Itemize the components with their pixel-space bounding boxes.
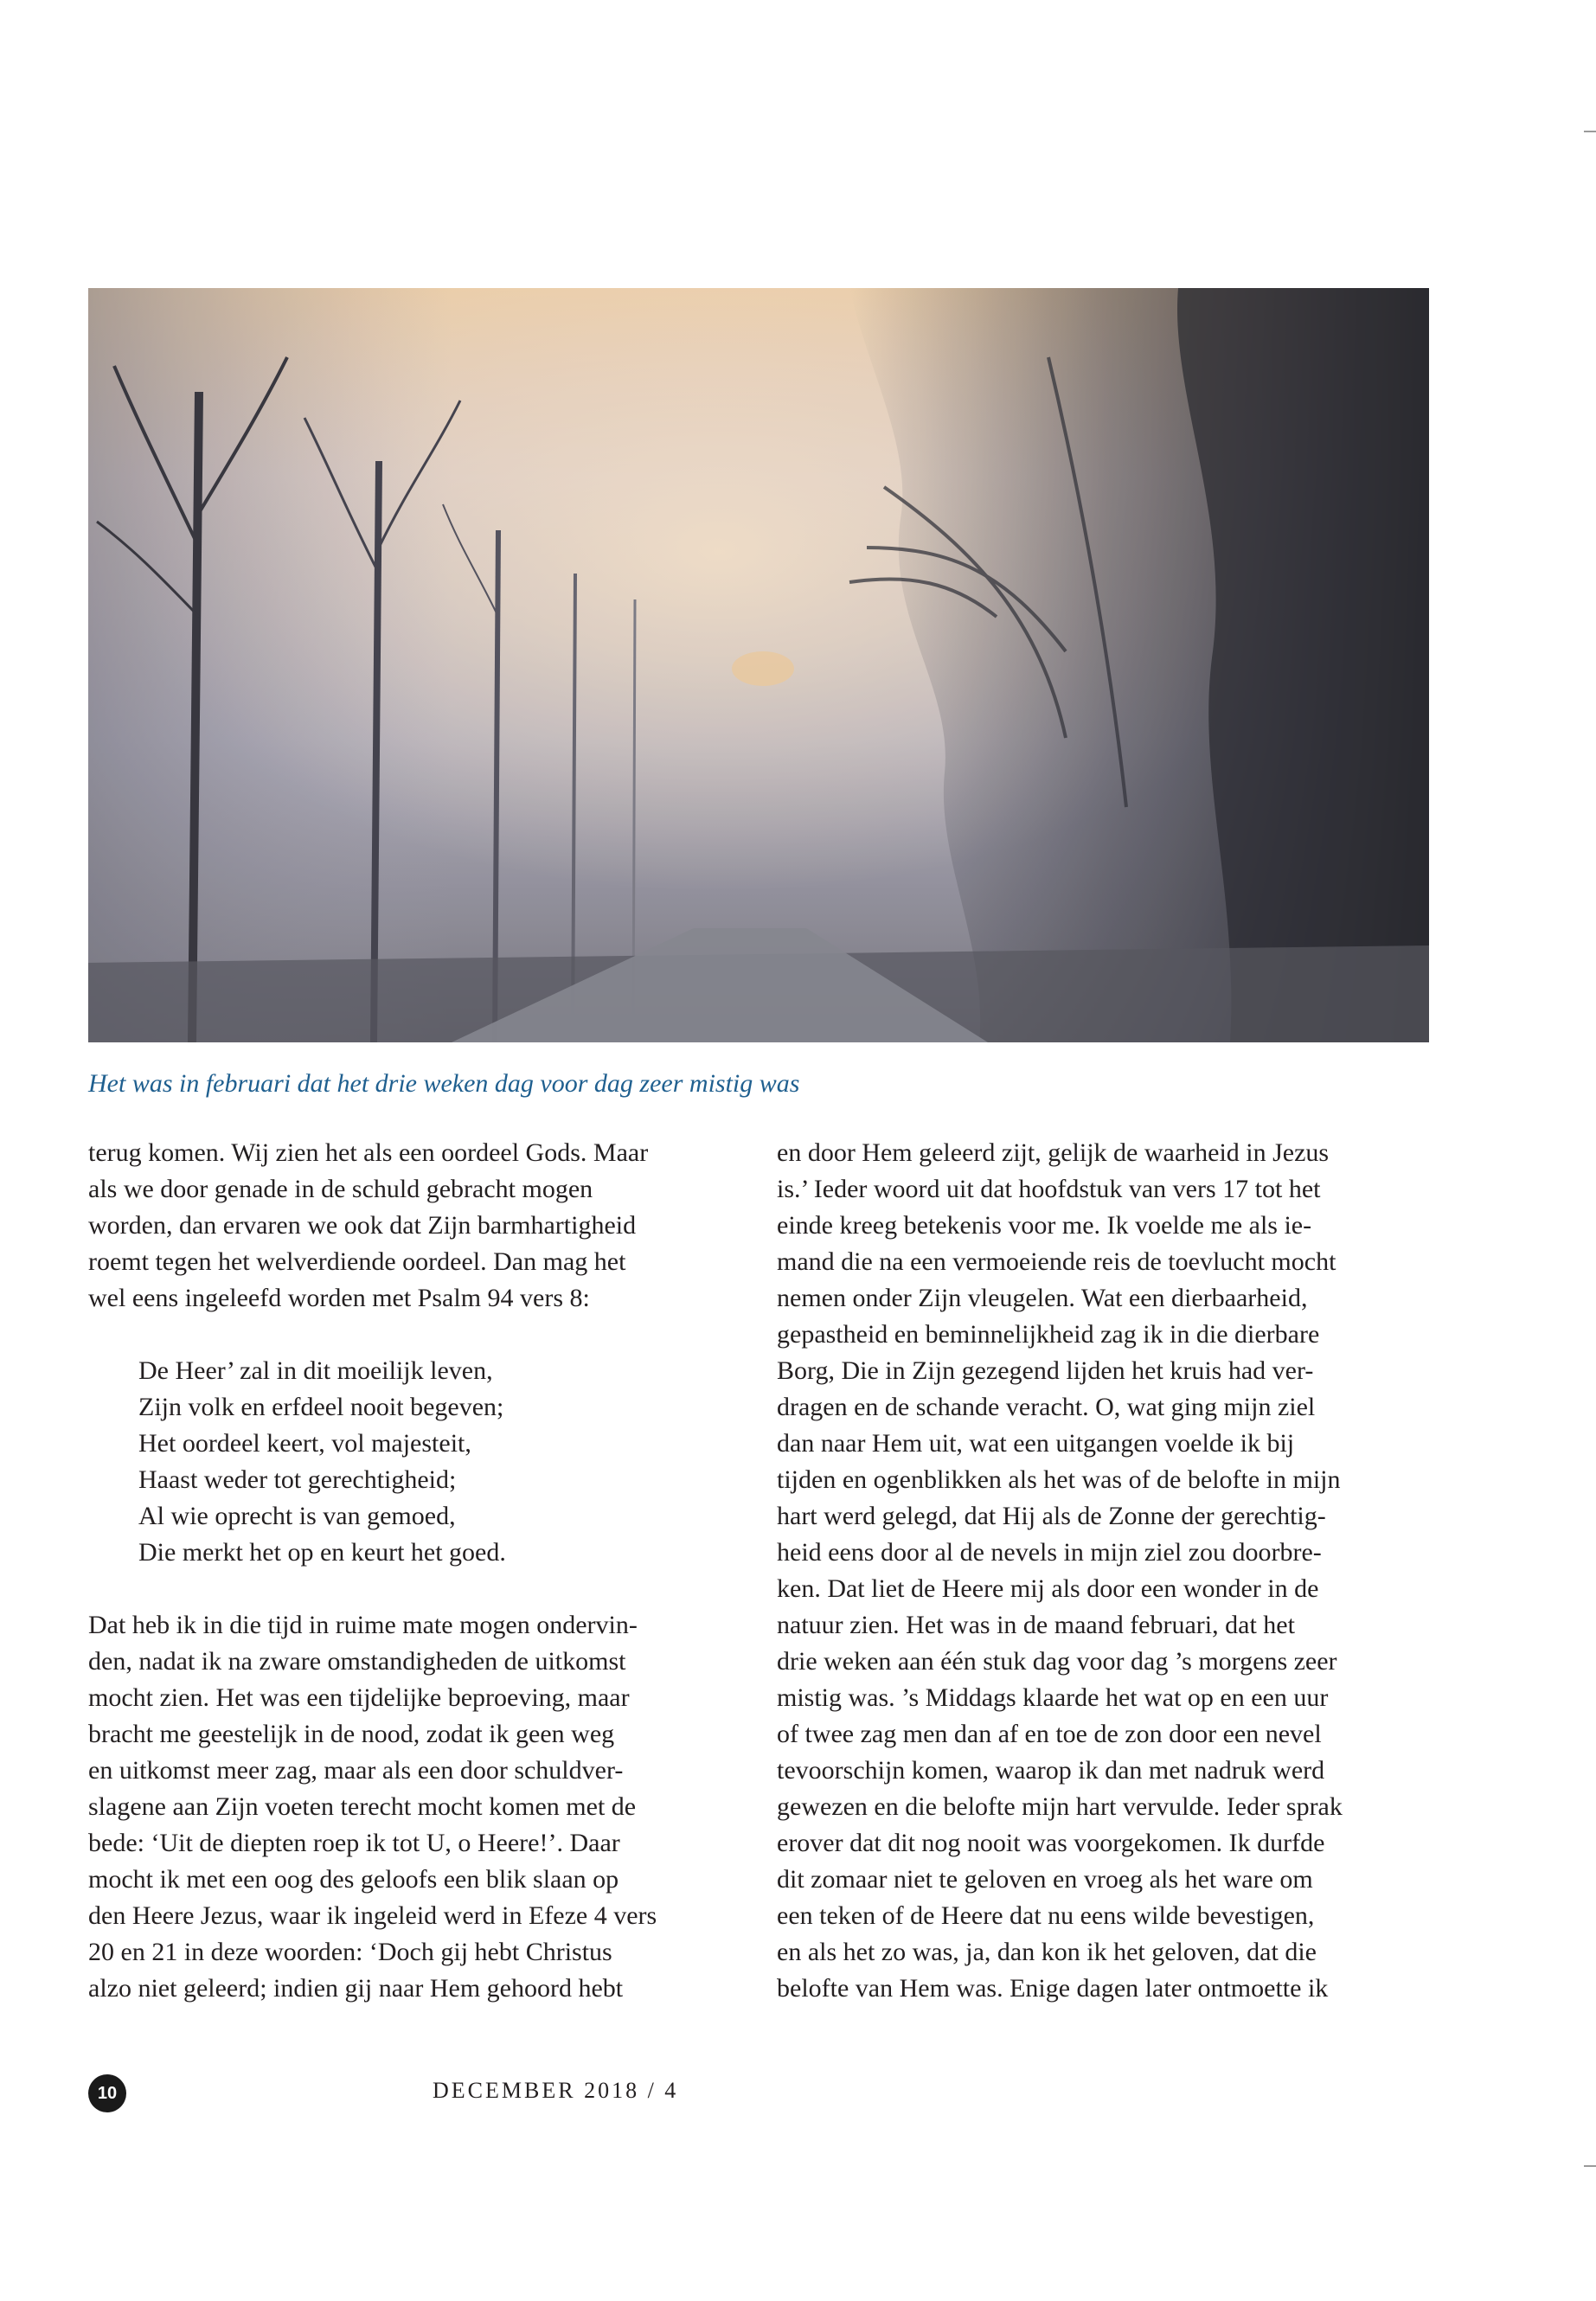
text-line: einde kreeg betekenis voor me. Ik voelde me als ie- xyxy=(777,1211,1312,1240)
text-line: een teken of de Heere dat nu eens wilde bevestigen, xyxy=(777,1901,1315,1930)
text-line: belofte van Hem was. Enige dagen later ontmoette ik xyxy=(777,1974,1329,2003)
text-line: ken. Dat liet de Heere mij als door een wonder in de xyxy=(777,1574,1319,1603)
misty-road-photo xyxy=(88,288,1429,1042)
crop-mark-bottom-right xyxy=(1584,2165,1596,2167)
text-line: mistig was. ’s Middags klaarde het wat op en een uur xyxy=(777,1683,1329,1712)
text-line: tijden en ogenblikken als het was of de belofte in mijn xyxy=(777,1465,1341,1494)
text-line: slagene aan Zijn voeten terecht mocht komen met de xyxy=(88,1792,637,1821)
text-line: en als het zo was, ja, dan kon ik het geloven, dat die xyxy=(777,1938,1317,1966)
page-number-badge: 10 xyxy=(88,2074,126,2112)
text-line: tevoorschijn komen, waarop ik dan met nadruk werd xyxy=(777,1756,1325,1785)
text-line: dan naar Hem uit, wat een uitgangen voelde ik bij xyxy=(777,1429,1295,1458)
text-line: dit zomaar niet te geloven en vroeg als het ware om xyxy=(777,1865,1313,1894)
text-line: hart werd gelegd, dat Hij als de Zonne der gerechtig- xyxy=(777,1502,1326,1530)
text-line: drie weken aan één stuk dag voor dag ’s morgens zeer xyxy=(777,1647,1337,1676)
text-line: erover dat dit nog nooit was voorgekomen. Ik durfde xyxy=(777,1829,1325,1857)
verse-line: Al wie oprecht is van gemoed, xyxy=(138,1502,456,1530)
text-line: alzo niet geleerd; indien gij naar Hem gehoord hebt xyxy=(88,1974,624,2003)
crop-mark-top-right xyxy=(1584,131,1596,132)
text-line: dragen en de schande veracht. O, wat ging mijn ziel xyxy=(777,1393,1316,1421)
text-column-right xyxy=(777,1135,1434,2007)
issue-label: DECEMBER 2018 / 4 xyxy=(433,2078,679,2103)
text-line: als we door genade in de schuld gebracht mogen xyxy=(88,1175,593,1203)
photo-caption: Het was in februari dat het drie weken dag voor dag zeer mistig was xyxy=(88,1069,800,1098)
text-line: of twee zag men dan af en toe de zon door een nevel xyxy=(777,1720,1322,1748)
text-line: mocht ik met een oog des geloofs een blik slaan op xyxy=(88,1865,619,1894)
text-line: gewezen en die belofte mijn hart vervulde. Ieder sprak xyxy=(777,1792,1343,1821)
text-line: worden, dan ervaren we ook dat Zijn barmhartigheid xyxy=(88,1211,637,1240)
text-line: mocht zien. Het was een tijdelijke beproeving, maar xyxy=(88,1683,630,1712)
psalm-verse xyxy=(138,1353,746,1571)
text-line: is.’ Ieder woord uit dat hoofdstuk van vers 17 tot het xyxy=(777,1175,1321,1203)
text-line: en uitkomst meer zag, maar als een door schuldver- xyxy=(88,1756,624,1785)
text-line: den Heere Jezus, waar ik ingeleid werd in Efeze 4 vers xyxy=(88,1901,657,1930)
text-line: mand die na een vermoeiende reis de toevlucht mocht xyxy=(777,1247,1336,1276)
text-column-left xyxy=(88,1135,746,2007)
misty-road-illustration xyxy=(88,288,1429,1042)
verse-line: Die merkt het op en keurt het goed. xyxy=(138,1538,506,1567)
verse-line: Haast weder tot gerechtigheid; xyxy=(138,1465,457,1494)
text-line: gepastheid en beminnelijkheid zag ik in die dierbare xyxy=(777,1320,1320,1349)
text-line: en door Hem geleerd zijt, gelijk de waarheid in Jezus xyxy=(777,1138,1330,1167)
text-line: natuur zien. Het was in de maand februari, dat het xyxy=(777,1611,1295,1639)
text-line: roemt tegen het welverdiende oordeel. Dan mag het xyxy=(88,1247,626,1276)
verse-line: Het oordeel keert, vol majesteit, xyxy=(138,1429,471,1458)
text-line: den, nadat ik na zware omstandigheden de uitkomst xyxy=(88,1647,626,1676)
text-line: Dat heb ik in die tijd in ruime mate mogen ondervin- xyxy=(88,1611,638,1639)
text-line: terug komen. Wij zien het als een oordeel Gods. Maar xyxy=(88,1138,649,1167)
text-line: wel eens ingeleefd worden met Psalm 94 vers 8: xyxy=(88,1284,590,1312)
text-line: nemen onder Zijn vleugelen. Wat een dierbaarheid, xyxy=(777,1284,1308,1312)
text-line: Borg, Die in Zijn gezegend lijden het kruis had ver- xyxy=(777,1356,1314,1385)
text-line: 20 en 21 in deze woorden: ‘Doch gij hebt Christus xyxy=(88,1938,612,1966)
paragraph-1 xyxy=(88,1135,746,1317)
text-line: bracht me geestelijk in de nood, zodat ik geen weg xyxy=(88,1720,615,1748)
paragraph-2 xyxy=(88,1607,746,2007)
verse-line: Zijn volk en erfdeel nooit begeven; xyxy=(138,1393,504,1421)
text-line: bede: ‘Uit de diepten roep ik tot U, o Heere!’. Daar xyxy=(88,1829,620,1857)
text-line: heid eens door al de nevels in mijn ziel zou doorbre- xyxy=(777,1538,1322,1567)
verse-line: De Heer’ zal in dit moeilijk leven, xyxy=(138,1356,493,1385)
